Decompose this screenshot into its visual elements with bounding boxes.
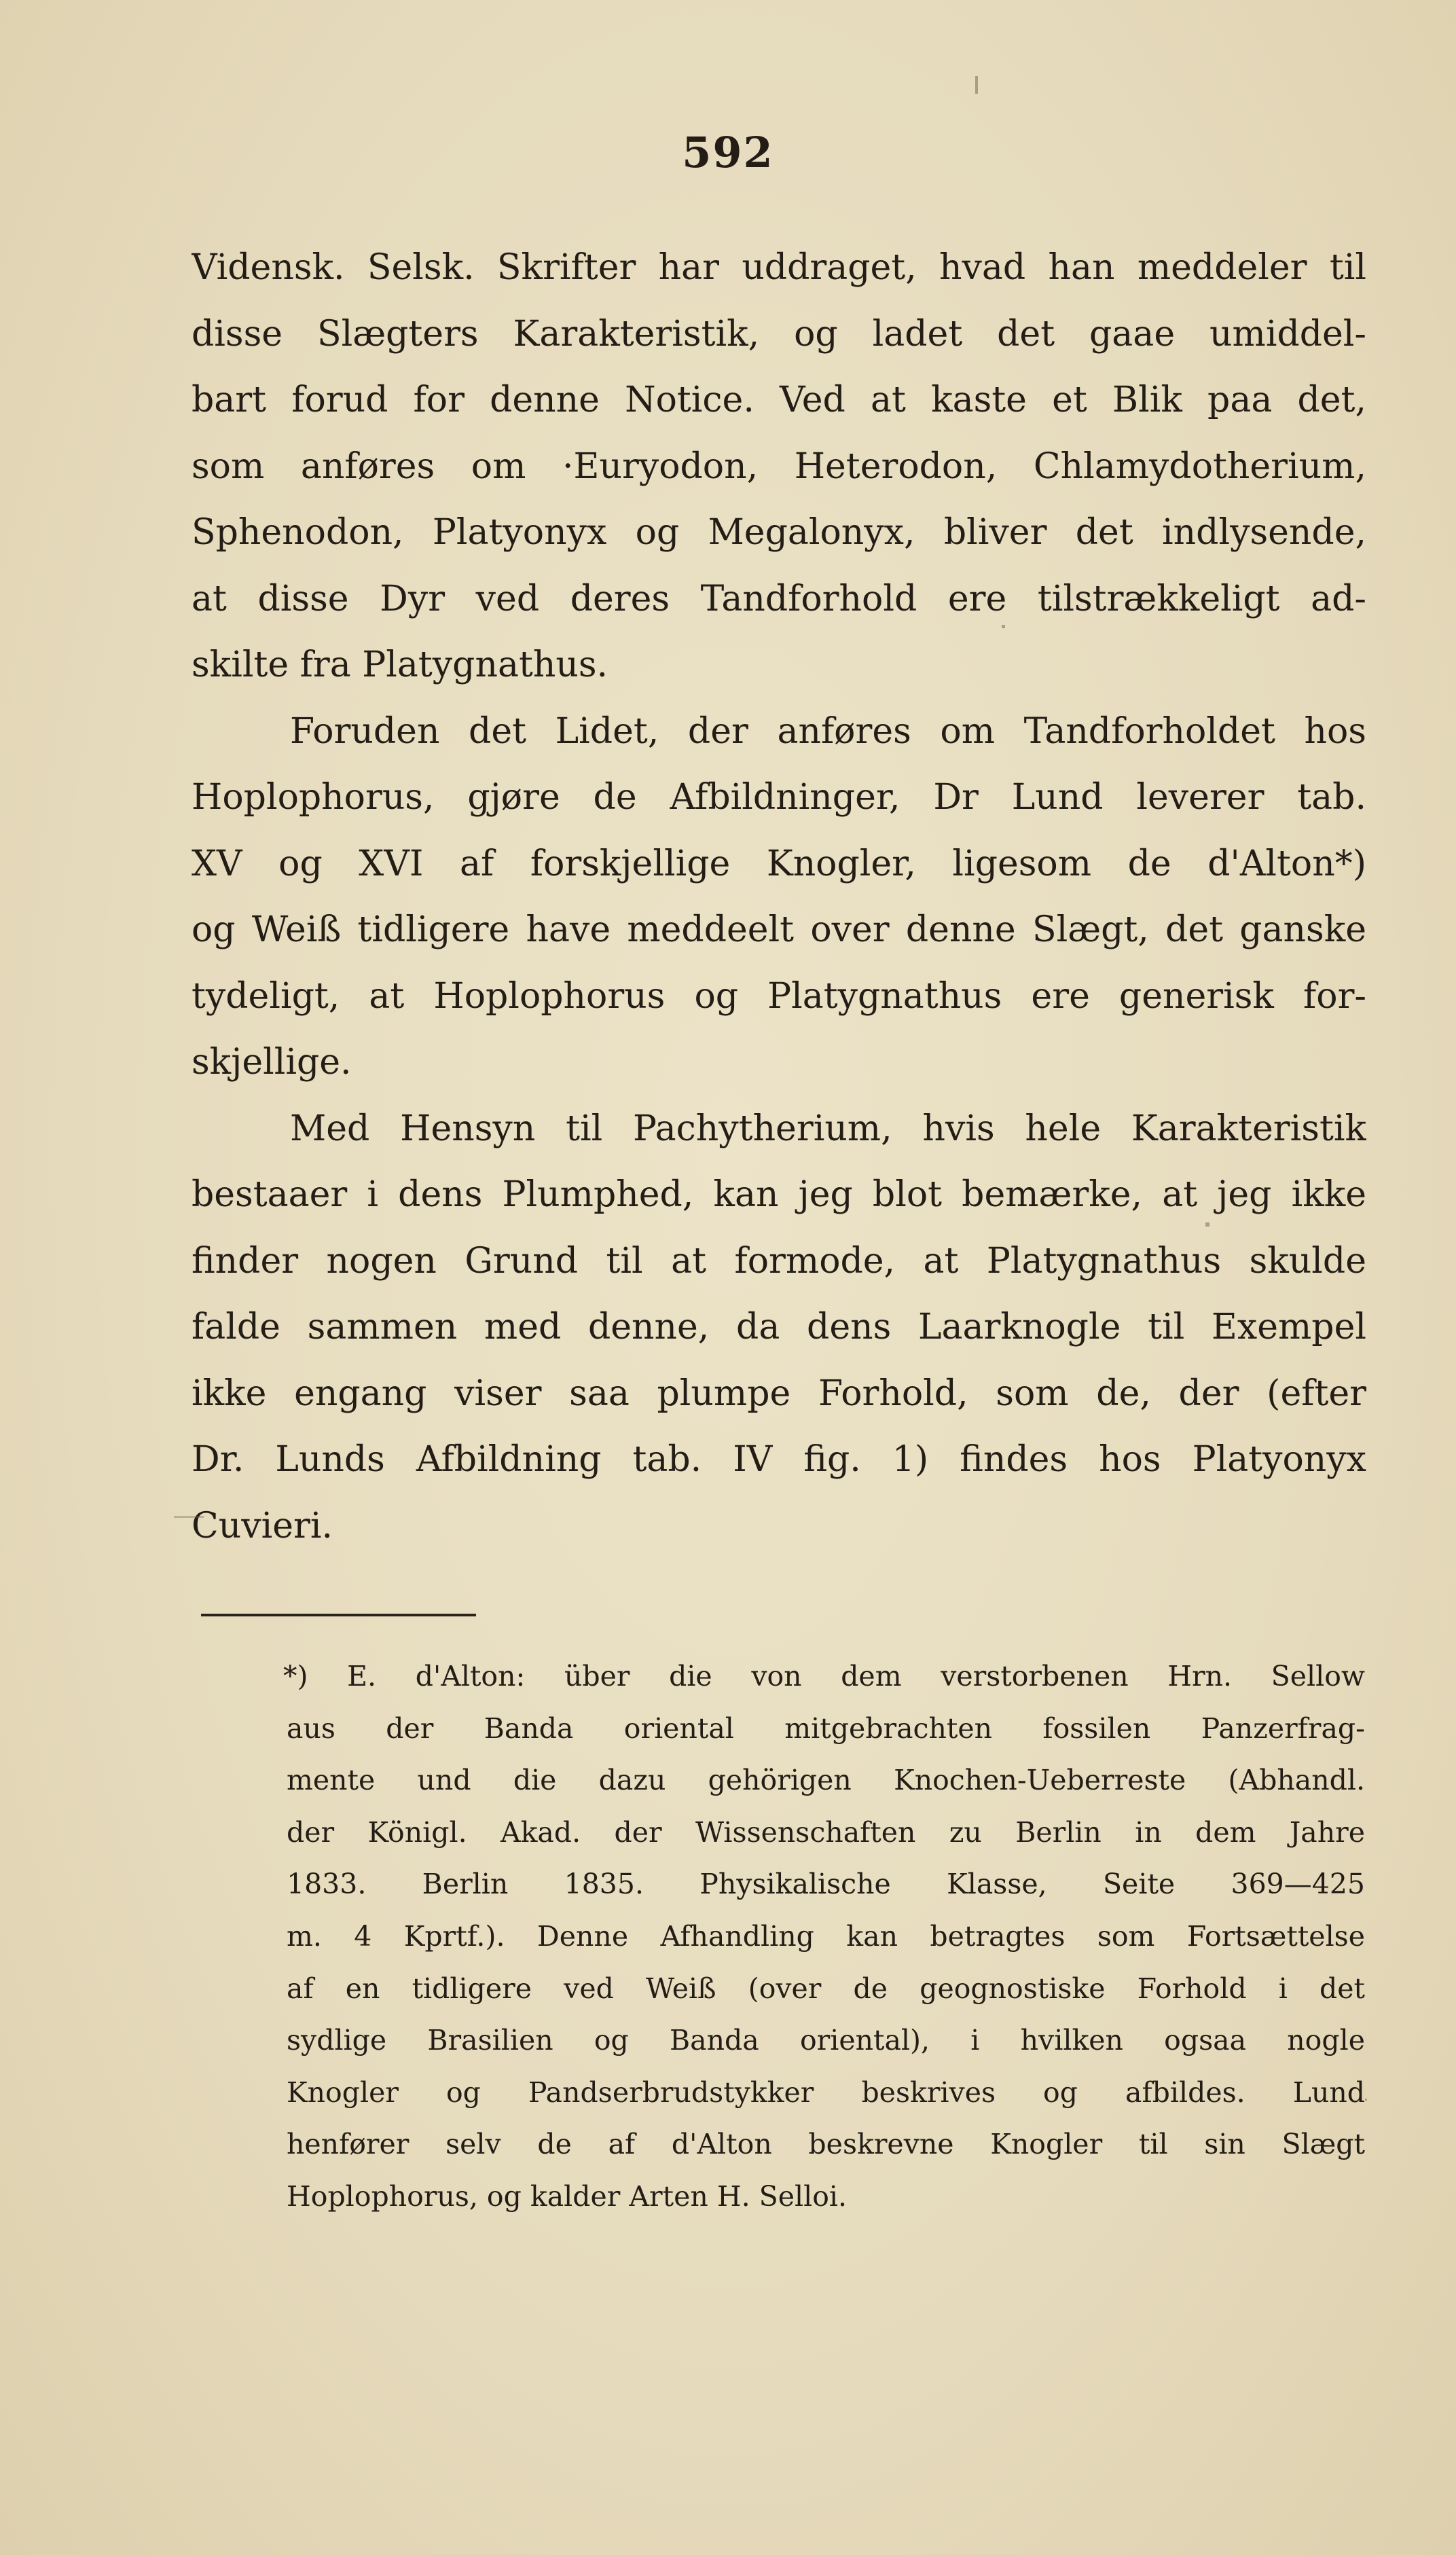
- page-number: 592: [682, 128, 774, 177]
- footnote-line: henfører selv de af d'Alton beskrevne Knogler til sin Slægt: [287, 2128, 1365, 2161]
- text-line: at disse Dyr ved deres Tandforhold ere tilstrækkeligt ad-: [192, 578, 1366, 619]
- text-line: falde sammen med denne, da dens Laarknogle til Exempel: [192, 1307, 1366, 1347]
- text-line: Vidensk. Selsk. Skrifter har uddraget, hvad han meddeler til: [192, 247, 1366, 288]
- text-line: skjellige.: [192, 1042, 352, 1083]
- text-line: tydeligt, at Hoplophorus og Platygnathus ere generisk for-: [192, 975, 1366, 1017]
- text-line: Foruden det Lidet, der anføres om Tandforholdet hos: [290, 710, 1366, 752]
- footnote-line: *) E. d'Alton: über die von dem verstorbenen Hrn. Sellow: [283, 1660, 1365, 1692]
- text-line: og Weiß tidligere have meddeelt over denne Slægt, det ganske: [192, 909, 1366, 950]
- text-line: XV og XVI af forskjellige Knogler, ligesom de d'Alton*): [192, 843, 1366, 884]
- footnote-line: Hoplophorus, og kalder Arten H. Selloi.: [287, 2179, 848, 2213]
- text-line: finder nogen Grund til at formode, at Platygnathus skulde: [192, 1240, 1366, 1282]
- text-line: bart forud for denne Notice. Ved at kaste et Blik paa det,: [192, 380, 1366, 420]
- footnote-line: sydlige Brasilien og Banda oriental), i hvilken ogsaa nogle: [287, 2024, 1365, 2057]
- text-line: Dr. Lunds Afbildning tab. IV fig. 1) findes hos Platyonyx: [192, 1439, 1366, 1480]
- text-line: Hoplophorus, gjøre de Afbildninger, Dr Lund leverer tab.: [192, 777, 1366, 818]
- text-line: Med Hensyn til Pachytherium, hvis hele Karakteristik: [290, 1108, 1366, 1149]
- footnote-line: der Königl. Akad. der Wissenschaften zu Berlin in dem Jahre: [287, 1815, 1365, 1849]
- text-line: ikke engang viser saa plumpe Forhold, som de, der (efter: [192, 1373, 1366, 1414]
- text-line: disse Slægters Karakteristik, og ladet det gaae umiddel-: [192, 313, 1366, 355]
- paper-speck: [1002, 625, 1005, 628]
- text-line: Sphenodon, Platyonyx og Megalonyx, bliver det indlysende,: [192, 512, 1366, 553]
- paper-speck: [174, 1516, 204, 1518]
- text-line: bestaaer i dens Plumphed, kan jeg blot bemærke, at jeg ikke: [192, 1174, 1366, 1215]
- footnote-line: af en tidligere ved Weiß (over de geognostiske Forhold i det: [287, 1972, 1365, 2005]
- footnote-divider: [201, 1614, 476, 1616]
- text-line: Cuvieri.: [192, 1505, 333, 1546]
- text-line: skilte fra Platygnathus.: [192, 645, 608, 685]
- paper-speck: [1365, 2099, 1367, 2101]
- paper-speck: [975, 76, 978, 94]
- footnote-line: Knogler og Pandserbrudstykker beskrives og afbildes. Lund: [287, 2076, 1365, 2109]
- main-text: [192, 235, 1366, 1559]
- footnote: [283, 1650, 1365, 2223]
- footnote-line: mente und die dazu gehörigen Knochen-Ueberreste (Abhandl.: [287, 1764, 1365, 1797]
- paper-speck: [1205, 1222, 1209, 1227]
- footnote-line: aus der Banda oriental mitgebrachten fossilen Panzerfrag-: [287, 1711, 1365, 1745]
- text-line: som anføres om ·Euryodon, Heterodon, Chlamydotherium,: [192, 446, 1366, 487]
- footnote-line: m. 4 Kprtf.). Denne Afhandling kan betragtes som Fortsættelse: [287, 1919, 1365, 1953]
- footnote-line: 1833. Berlin 1835. Physikalische Klasse, Seite 369—425: [287, 1868, 1365, 1901]
